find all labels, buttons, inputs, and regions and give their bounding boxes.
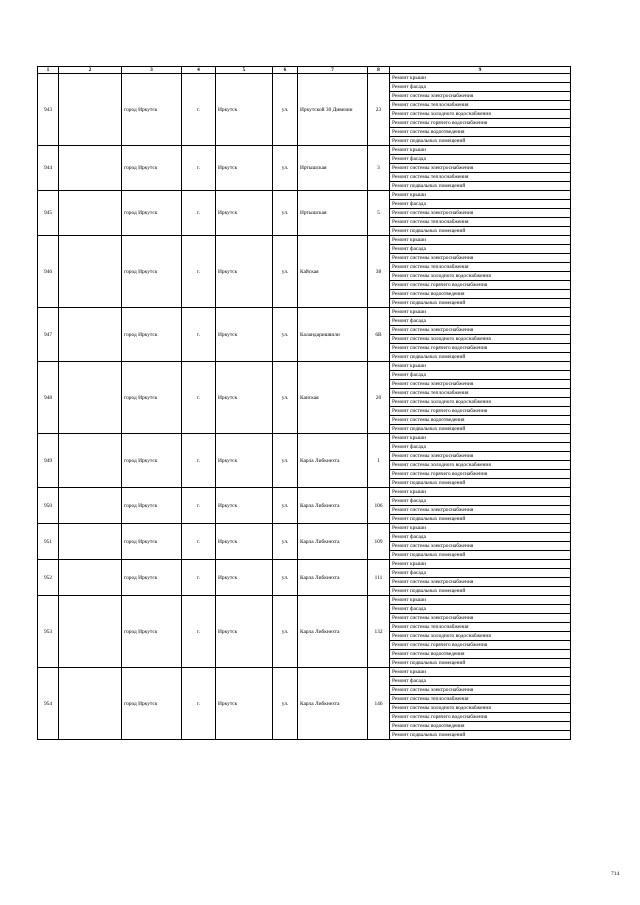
repair-work-type: Ремонт подвальных помещений — [390, 731, 571, 740]
street-type: ул. — [273, 434, 298, 488]
municipality-cell — [59, 560, 122, 596]
repair-work-type: Ремонт подвальных помещений — [390, 137, 571, 146]
locality-name: Иркутск — [216, 74, 273, 146]
repair-work-type: Ремонт системы электроснабжения — [390, 542, 571, 551]
house-number: 146 — [368, 668, 390, 740]
repair-work-type: Ремонт системы электроснабжения — [390, 164, 571, 173]
settlement-name: город Иркутск — [122, 560, 182, 596]
row-number: 943 — [38, 74, 59, 146]
repair-work-type: Ремонт крыши — [390, 74, 571, 83]
header-col-9: 9 — [390, 67, 571, 74]
repair-work-type: Ремонт системы водоотведения — [390, 416, 571, 425]
repair-work-type: Ремонт крыши — [390, 560, 571, 569]
house-number: 106 — [368, 488, 390, 524]
header-col-2: 2 — [59, 67, 122, 74]
repair-work-type: Ремонт системы теплоснабжения — [390, 218, 571, 227]
street-name: Иркутской 30 Дивизии — [298, 74, 368, 146]
repair-work-type: Ремонт системы электроснабжения — [390, 506, 571, 515]
repair-work-type: Ремонт подвальных помещений — [390, 227, 571, 236]
settlement-type: г. — [182, 560, 216, 596]
street-type: ул. — [273, 191, 298, 236]
settlement-type: г. — [182, 434, 216, 488]
repair-work-type: Ремонт фасада — [390, 371, 571, 380]
settlement-type: г. — [182, 362, 216, 434]
repair-work-type: Ремонт системы горячего водоснабжения — [390, 470, 571, 479]
street-type: ул. — [273, 236, 298, 308]
repair-work-type: Ремонт системы горячего водоснабжения — [390, 713, 571, 722]
row-number: 954 — [38, 668, 59, 740]
settlement-name: город Иркутск — [122, 524, 182, 560]
street-name: Канская — [298, 362, 368, 434]
settlement-name: город Иркутск — [122, 191, 182, 236]
repair-work-type: Ремонт системы водоотведения — [390, 290, 571, 299]
repair-work-type: Ремонт фасада — [390, 83, 571, 92]
row-number: 946 — [38, 236, 59, 308]
repair-work-type: Ремонт крыши — [390, 236, 571, 245]
street-type: ул. — [273, 488, 298, 524]
locality-name: Иркутск — [216, 308, 273, 362]
repair-work-type: Ремонт крыши — [390, 524, 571, 533]
municipality-cell — [59, 191, 122, 236]
street-name: Кайская — [298, 236, 368, 308]
locality-name: Иркутск — [216, 236, 273, 308]
settlement-name: город Иркутск — [122, 236, 182, 308]
house-number: 20 — [368, 362, 390, 434]
repair-work-type: Ремонт системы водоотведения — [390, 128, 571, 137]
settlement-type: г. — [182, 668, 216, 740]
table-row — [38, 560, 571, 569]
house-number: 3 — [368, 146, 390, 191]
repair-work-type: Ремонт системы водоотведения — [390, 722, 571, 731]
repair-work-type: Ремонт подвальных помещений — [390, 587, 571, 596]
street-name: Иртышская — [298, 191, 368, 236]
repair-work-type: Ремонт системы холодного водоснабжения — [390, 704, 571, 713]
locality-name: Иркутск — [216, 434, 273, 488]
repair-work-type: Ремонт системы электроснабжения — [390, 380, 571, 389]
row-number: 952 — [38, 560, 59, 596]
row-number: 951 — [38, 524, 59, 560]
repair-work-type: Ремонт крыши — [390, 668, 571, 677]
repair-work-type: Ремонт системы холодного водоснабжения — [390, 272, 571, 281]
header-col-7: 7 — [298, 67, 368, 74]
row-number: 950 — [38, 488, 59, 524]
repair-work-type: Ремонт системы водоотведения — [390, 650, 571, 659]
repair-work-type: Ремонт системы теплоснабжения — [390, 623, 571, 632]
header-col-8: 8 — [368, 67, 390, 74]
repair-work-type: Ремонт крыши — [390, 362, 571, 371]
municipality-cell — [59, 236, 122, 308]
house-number: 5 — [368, 191, 390, 236]
repair-work-type: Ремонт фасада — [390, 443, 571, 452]
row-number: 944 — [38, 146, 59, 191]
repair-work-type: Ремонт системы теплоснабжения — [390, 173, 571, 182]
street-name: Карла Либкнехта — [298, 434, 368, 488]
street-type: ул. — [273, 74, 298, 146]
repair-work-type: Ремонт системы холодного водоснабжения — [390, 632, 571, 641]
street-type: ул. — [273, 596, 298, 668]
repair-work-type: Ремонт подвальных помещений — [390, 515, 571, 524]
municipality-cell — [59, 488, 122, 524]
settlement-type: г. — [182, 191, 216, 236]
repair-work-type: Ремонт фасада — [390, 245, 571, 254]
repair-work-type: Ремонт крыши — [390, 434, 571, 443]
repair-work-type: Ремонт системы горячего водоснабжения — [390, 407, 571, 416]
repair-work-type: Ремонт фасада — [390, 200, 571, 209]
repair-work-type: Ремонт системы электроснабжения — [390, 92, 571, 101]
settlement-name: город Иркутск — [122, 596, 182, 668]
row-number: 947 — [38, 308, 59, 362]
settlement-name: город Иркутск — [122, 362, 182, 434]
table-row — [38, 488, 571, 497]
locality-name: Иркутск — [216, 488, 273, 524]
house-number: 111 — [368, 560, 390, 596]
table-row — [38, 668, 571, 677]
table-row — [38, 434, 571, 443]
repair-work-type: Ремонт системы электроснабжения — [390, 686, 571, 695]
repair-work-type: Ремонт системы горячего водоснабжения — [390, 641, 571, 650]
repair-work-type: Ремонт системы теплоснабжения — [390, 695, 571, 704]
repair-work-type: Ремонт фасада — [390, 155, 571, 164]
row-number: 945 — [38, 191, 59, 236]
street-name: Иртышская — [298, 146, 368, 191]
street-name: Каландаришвили — [298, 308, 368, 362]
street-name: Карла Либкнехта — [298, 524, 368, 560]
header-row — [38, 67, 571, 74]
repair-work-type: Ремонт системы теплоснабжения — [390, 101, 571, 110]
repair-work-type: Ремонт фасада — [390, 317, 571, 326]
street-type: ул. — [273, 146, 298, 191]
row-number: 949 — [38, 434, 59, 488]
repair-work-type: Ремонт крыши — [390, 308, 571, 317]
street-name: Карла Либкнехта — [298, 560, 368, 596]
repair-work-type: Ремонт подвальных помещений — [390, 182, 571, 191]
settlement-name: город Иркутск — [122, 308, 182, 362]
house-number: 1 — [368, 434, 390, 488]
table-row — [38, 236, 571, 245]
repair-work-type: Ремонт системы холодного водоснабжения — [390, 335, 571, 344]
page-number: 714 — [611, 871, 620, 877]
street-type: ул. — [273, 668, 298, 740]
locality-name: Иркутск — [216, 362, 273, 434]
row-number: 953 — [38, 596, 59, 668]
repair-work-type: Ремонт фасада — [390, 497, 571, 506]
municipality-cell — [59, 74, 122, 146]
municipality-cell — [59, 596, 122, 668]
repair-work-type: Ремонт системы холодного водоснабжения — [390, 398, 571, 407]
repair-work-type: Ремонт системы холодного водоснабжения — [390, 110, 571, 119]
repair-work-type: Ремонт системы электроснабжения — [390, 326, 571, 335]
municipality-cell — [59, 668, 122, 740]
repair-work-type: Ремонт подвальных помещений — [390, 479, 571, 488]
table-row — [38, 596, 571, 605]
repair-work-type: Ремонт подвальных помещений — [390, 425, 571, 434]
repair-work-type: Ремонт системы электроснабжения — [390, 578, 571, 587]
repair-work-type: Ремонт системы теплоснабжения — [390, 389, 571, 398]
capital-repair-register-table — [37, 66, 571, 740]
repair-work-type: Ремонт подвальных помещений — [390, 353, 571, 362]
settlement-type: г. — [182, 236, 216, 308]
table-row — [38, 308, 571, 317]
repair-work-type: Ремонт системы электроснабжения — [390, 209, 571, 218]
settlement-type: г. — [182, 308, 216, 362]
settlement-name: город Иркутск — [122, 434, 182, 488]
house-number: 6В — [368, 308, 390, 362]
table-row — [38, 146, 571, 155]
street-name: Карла Либкнехта — [298, 596, 368, 668]
settlement-type: г. — [182, 524, 216, 560]
repair-work-type: Ремонт системы горячего водоснабжения — [390, 344, 571, 353]
repair-work-type: Ремонт системы холодного водоснабжения — [390, 461, 571, 470]
municipality-cell — [59, 308, 122, 362]
repair-work-type: Ремонт фасада — [390, 677, 571, 686]
locality-name: Иркутск — [216, 560, 273, 596]
municipality-cell — [59, 362, 122, 434]
municipality-cell — [59, 524, 122, 560]
repair-work-type: Ремонт системы горячего водоснабжения — [390, 281, 571, 290]
house-number: 23 — [368, 74, 390, 146]
header-col-6: 6 — [273, 67, 298, 74]
street-type: ул. — [273, 308, 298, 362]
repair-work-type: Ремонт крыши — [390, 146, 571, 155]
repair-work-type: Ремонт системы теплоснабжения — [390, 263, 571, 272]
street-type: ул. — [273, 560, 298, 596]
locality-name: Иркутск — [216, 668, 273, 740]
repair-work-type: Ремонт крыши — [390, 488, 571, 497]
locality-name: Иркутск — [216, 596, 273, 668]
header-col-1: 1 — [38, 67, 59, 74]
repair-work-type: Ремонт крыши — [390, 596, 571, 605]
settlement-name: город Иркутск — [122, 146, 182, 191]
repair-work-type: Ремонт системы горячего водоснабжения — [390, 119, 571, 128]
repair-work-type: Ремонт подвальных помещений — [390, 299, 571, 308]
header-col-5: 5 — [216, 67, 273, 74]
house-number: 38 — [368, 236, 390, 308]
repair-work-type: Ремонт подвальных помещений — [390, 551, 571, 560]
header-col-4: 4 — [182, 67, 216, 74]
table-row — [38, 74, 571, 83]
repair-work-type: Ремонт системы электроснабжения — [390, 614, 571, 623]
locality-name: Иркутск — [216, 191, 273, 236]
settlement-type: г. — [182, 596, 216, 668]
repair-work-type: Ремонт крыши — [390, 191, 571, 200]
repair-work-type: Ремонт фасада — [390, 533, 571, 542]
table-row — [38, 191, 571, 200]
municipality-cell — [59, 146, 122, 191]
settlement-type: г. — [182, 146, 216, 191]
locality-name: Иркутск — [216, 146, 273, 191]
house-number: 109 — [368, 524, 390, 560]
municipality-cell — [59, 434, 122, 488]
street-type: ул. — [273, 362, 298, 434]
street-name: Карла Либкнехта — [298, 668, 368, 740]
settlement-type: г. — [182, 488, 216, 524]
repair-work-type: Ремонт фасада — [390, 605, 571, 614]
street-type: ул. — [273, 524, 298, 560]
row-number: 948 — [38, 362, 59, 434]
settlement-name: город Иркутск — [122, 668, 182, 740]
locality-name: Иркутск — [216, 524, 273, 560]
register-body — [38, 74, 571, 740]
repair-work-type: Ремонт фасада — [390, 569, 571, 578]
settlement-name: город Иркутск — [122, 488, 182, 524]
header-col-3: 3 — [122, 67, 182, 74]
house-number: 132 — [368, 596, 390, 668]
repair-work-type: Ремонт системы электроснабжения — [390, 452, 571, 461]
repair-work-type: Ремонт подвальных помещений — [390, 659, 571, 668]
settlement-name: город Иркутск — [122, 74, 182, 146]
repair-work-type: Ремонт системы электроснабжения — [390, 254, 571, 263]
settlement-type: г. — [182, 74, 216, 146]
street-name: Карла Либкнехта — [298, 488, 368, 524]
table-row — [38, 524, 571, 533]
table-row — [38, 362, 571, 371]
